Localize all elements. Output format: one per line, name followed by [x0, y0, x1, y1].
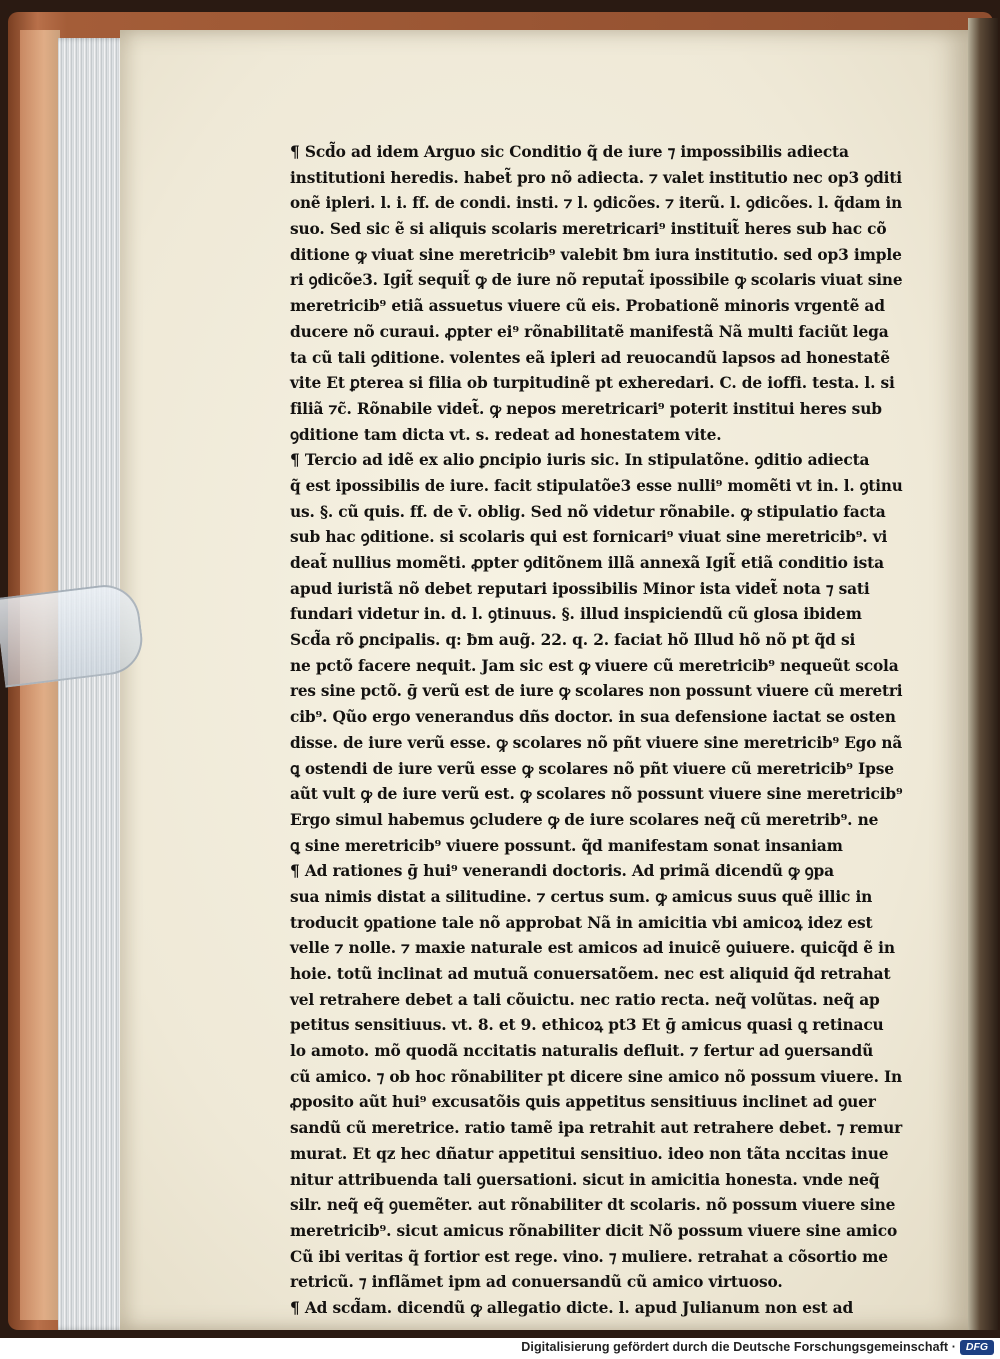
text-line: silr. neq̃ eq̃ ꝯuemẽter. aut rõnabiliter dt scolaris. nõ possum viuere sine — [290, 1196, 896, 1215]
text-line: meretricib⁹ etiã assuetus viuere cũ eis. Probationẽ minoris vrgentẽ ad — [290, 297, 885, 316]
text-line: ꝗ sine meretricib⁹ viuere possunt. q̃d manifestam sonat insaniam — [290, 836, 843, 855]
text-line: Ergo simul habemus ꝯcludere ꝙ de iure scolares neq̃ cũ meretrib⁹. ne — [290, 810, 879, 829]
text-line: ꝯditione tam dicta vt. s. redeat ad honestatem vite. — [290, 425, 722, 444]
text-line: sandũ cũ meretrice. ratio tamẽ ipa retrahit aut retrahere debet. ⁊ remur — [290, 1119, 903, 1138]
text-line: aũt vult ꝙ de iure verũ est. ꝙ scolares nõ possunt viuere sine meretricib⁹ — [290, 785, 903, 804]
text-line: us. §. cũ quis. ff. de v̄. oblig. Sed nõ videtur rõnabile. ꝙ stipulatio facta — [290, 502, 886, 521]
text-line: cũ amico. ⁊ ob hoc rõnabiliter pt dicere sine amico nõ possum viuere. In — [290, 1067, 903, 1086]
text-line: velle ⁊ nolle. ⁊ maxie naturale est amicos ad inuicẽ ꝯuiuere. quicq̃d ẽ in — [290, 939, 895, 958]
text-line: ꝓposito aũt hui⁹ excusatõis ꝗuis appetitus sensitiuus inclinet ad ꝯuer — [290, 1093, 876, 1112]
text-line: murat. Et qz hec dñatur appetitui sensitiuo. ideo non tãta nccitas inue — [290, 1144, 889, 1163]
text-line: vel retrahere debet a tali cõuictu. nec ratio recta. neq̃ volũtas. neq̃ ap — [290, 990, 880, 1009]
text-line: retricũ. ⁊ inflãmet ipm ad conuersandũ cũ amico virtuoso. — [290, 1273, 783, 1292]
text-line: nitur attribuenda tali ꝯuersationi. sicut in amicitia honesta. vnde neq̃ — [290, 1170, 880, 1189]
printed-text-block — [290, 140, 902, 1322]
text-line: lo amoto. mõ quodã nccitatis naturalis defluit. ⁊ fertur ad ꝯuersandũ — [290, 1042, 874, 1061]
text-line: fundari videtur in. d. l. ꝯtinuus. §. illud inspiciendũ cũ glosa ibidem — [290, 605, 862, 624]
text-line: hoie. totũ inclinat ad mutuã conuersatõem. nec est aliquid q̃d retrahat — [290, 965, 891, 983]
text-line: ne pctõ facere nequit. Jam sic est ꝙ viuere cũ meretricib⁹ nequeũt scola — [290, 656, 899, 675]
text-line: troducit ꝯpatione tale nõ approbat Nã in amicitia vbi amicoꝝ idez est — [290, 913, 873, 932]
text-line: suo. Sed sic ẽ si aliquis scolaris meretricari⁹ instituit̃ heres sub hac cõ — [290, 220, 887, 239]
dfg-logo: DFG — [960, 1340, 994, 1355]
page-stack-edge — [58, 38, 128, 1330]
text-line: meretricib⁹. sicut amicus rõnabiliter dicit Nõ possum viuere sine amico — [290, 1221, 898, 1240]
text-line: ¶ Scd̃o ad idem Arguo sic Conditio q̃ de iure ⁊ impossibilis adiecta — [290, 143, 849, 161]
text-line: q̃ est ipossibilis de iure. facit stipulatõe3 esse nulli⁹ momẽti vt in. l. ꝯtinu — [290, 476, 903, 495]
text-line: ditione ꝙ viuat sine meretricib⁹ valebit ƀm iura institutio. sed op3 imple — [290, 245, 902, 264]
text-line: ¶ Ad scd̃am. dicendũ ꝙ allegatio dicte. l. apud Julianum non est ad — [290, 1298, 854, 1317]
text-line: ꝗ ostendi de iure verũ esse ꝙ scolares nõ pñt viuere cũ meretricib⁹ Ipse — [290, 759, 894, 778]
text-line: Cũ ibi veritas q̃ fortior est rege. vino. ⁊ muliere. retrahat a cõsortio me — [290, 1247, 888, 1266]
text-line: ¶ Ad rationes ḡ hui⁹ venerandi doctoris. Ad primã dicendũ ꝙ ꝯpa — [290, 862, 834, 881]
text-line: Scd̃a rõ ꝑncipalis. q: ƀm aug̃. 22. q. 2. faciat hõ Illud hõ nõ pt q̃d si — [290, 631, 856, 650]
text-line: cib⁹. Qũo ergo venerandus dñs doctor. in sua defensione iactat se osten — [290, 708, 896, 727]
text-line: res sine pctõ. ḡ verũ est de iure ꝙ scolares non possunt viuere cũ meretri — [290, 682, 903, 701]
text-line: ¶ Tercio ad idẽ ex alio ꝑncipio iuris sic. In stipulatõne. ꝯditio adiecta — [290, 451, 870, 470]
text-line: sua nimis distat a silitudine. ⁊ certus sum. ꝙ amicus suus quẽ illic in — [290, 887, 873, 906]
digitization-credit: Digitalisierung gefördert durch die Deutsche Forschungsgemeinschaft · — [521, 1340, 956, 1354]
text-line: ri ꝯdicõe3. Igit̃ sequit̃ ꝙ de iure nõ reputat̃ ipossibile ꝙ scolaris viuat sine — [290, 271, 903, 290]
text-line: vite Et ꝑterea si filia ob turpitudinẽ pt exheredari. C. de ioffi. testa. l. si — [290, 374, 895, 393]
text-line: ta cũ tali ꝯditione. volentes eã ipleri ad reuocandũ lapsos ad honestatẽ — [290, 348, 890, 367]
text-line: disse. de iure verũ esse. ꝙ scolares nõ pñt viuere sine meretricib⁹ Ego nã — [290, 733, 903, 752]
text-line: institutioni heredis. habet̃ pro nõ adiecta. ⁊ valet institutio nec op3 ꝯditi — [290, 168, 902, 187]
text-line: ducere nõ curaui. ꝓpter ei⁹ rõnabilitatẽ manifestã Nã multi faciũt lega — [290, 322, 889, 341]
footer-bar — [0, 1338, 1000, 1359]
text-line: petitus sensitiuus. vt. 8. et 9. ethicoꝝ pt3 Et ḡ amicus quasi ꝗ retinacu — [290, 1016, 884, 1035]
text-line: onẽ ipleri. l. i. ff. de condi. insti. ⁊ l. ꝯdicões. ⁊ iterũ. l. ꝯdicões. l. q̃dam in — [290, 194, 903, 213]
text-line: filiã ⁊c̃. Rõnabile videt̃. ꝙ nepos meretricari⁹ poterit institui heres sub — [290, 399, 882, 418]
text-line: apud iuristã nõ debet reputari ipossibilis Minor ista videt̃ nota ⁊ sati — [290, 579, 870, 598]
text-line: sub hac ꝯditione. si scolaris qui est fornicari⁹ viuat sine meretricib⁹. vi — [290, 528, 888, 547]
text-line: deat̃ nullius momẽti. ꝓpter ꝯditõnem illã annexã Igit̃ etiã conditio ista — [290, 554, 884, 572]
page-gutter-shadow — [968, 18, 998, 1330]
